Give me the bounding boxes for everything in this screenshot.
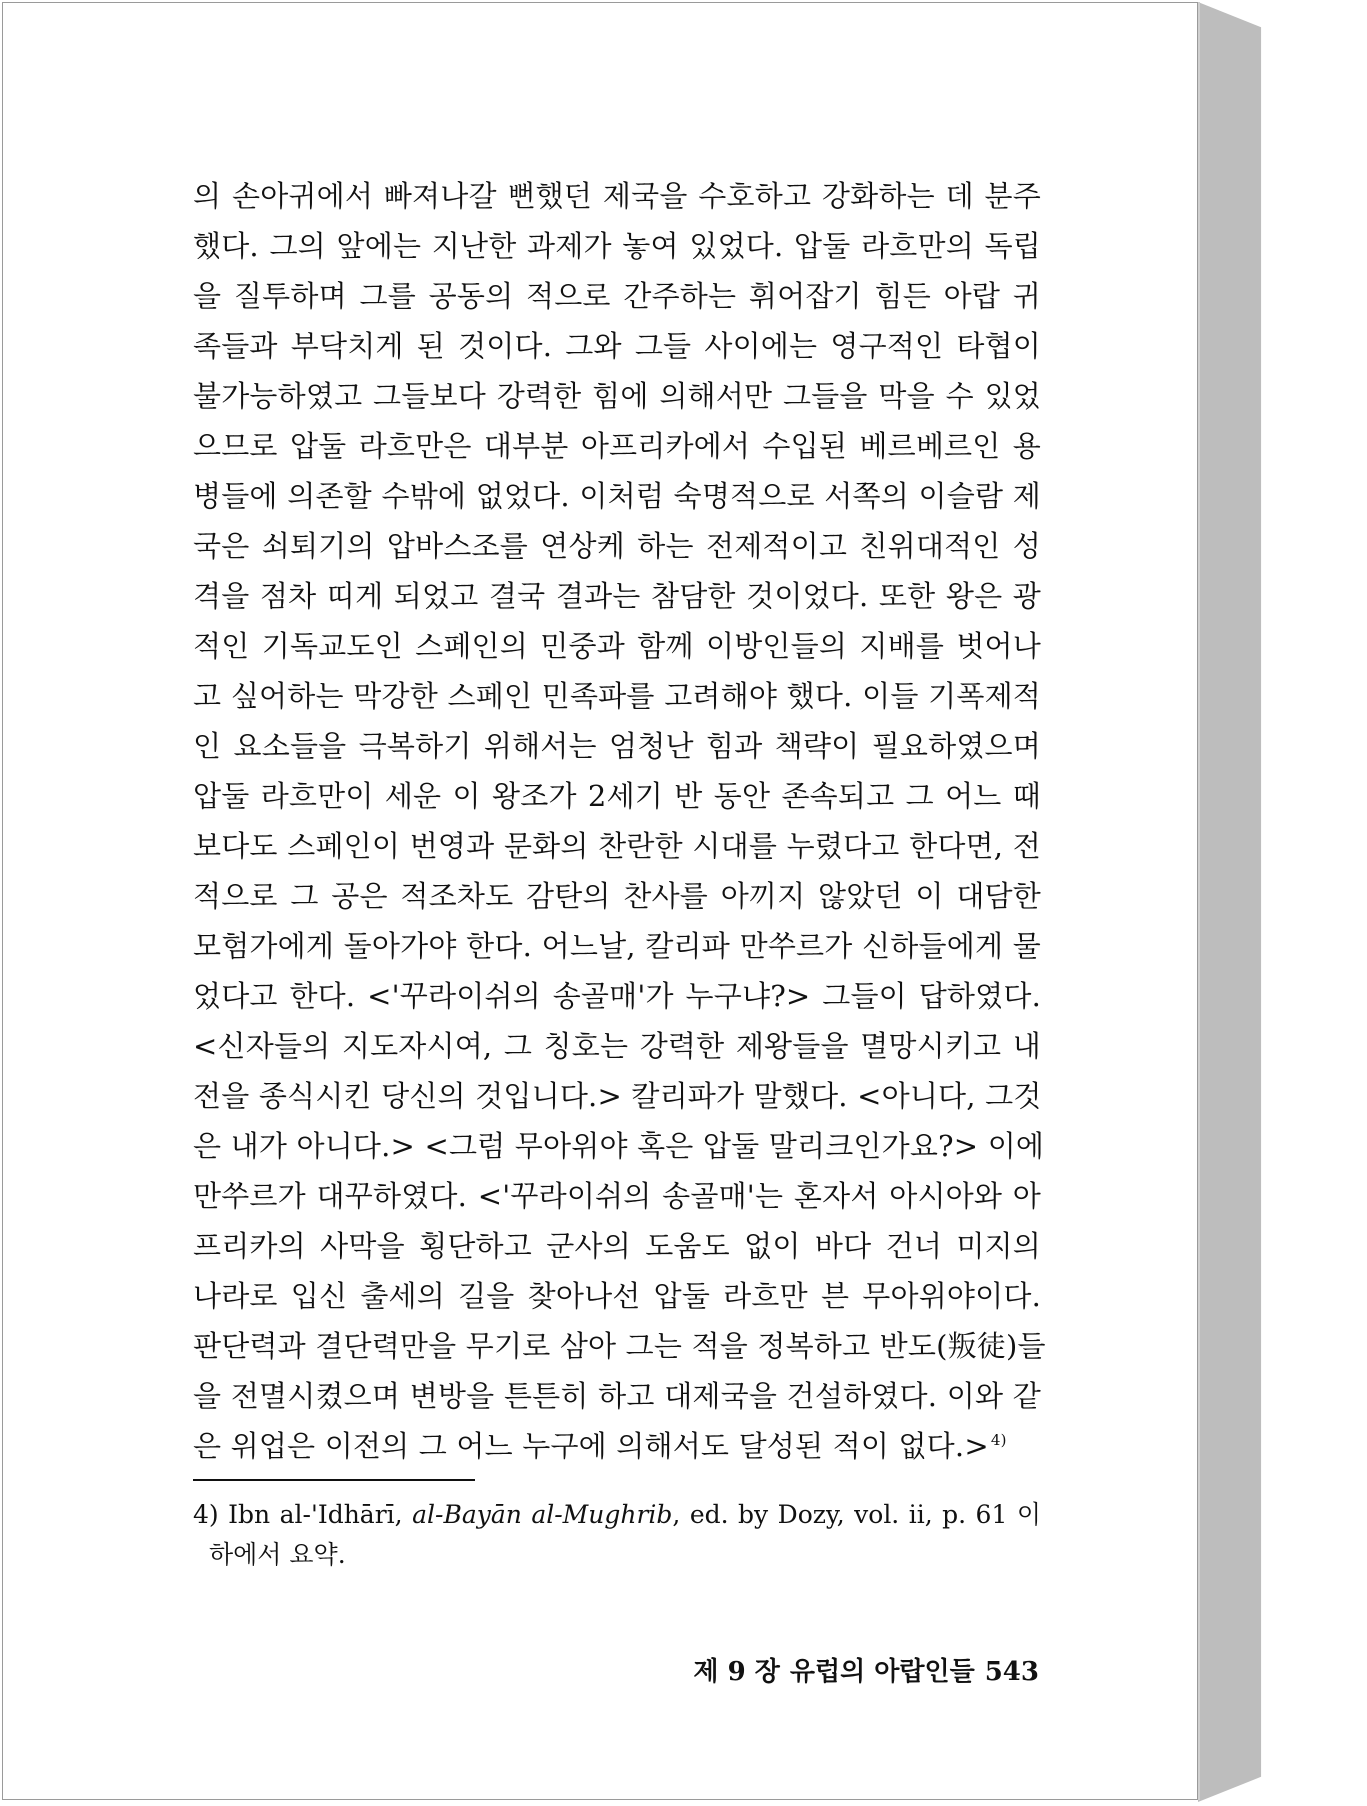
text-line: 적인 기독교도인 스페인의 민중과 함께 이방인들의 지배를 벗어나: [193, 629, 1041, 663]
text-line: 을 질투하며 그를 공동의 적으로 간주하는 휘어잡기 힘든 아랍 귀: [193, 279, 1041, 313]
text-line: 을 전멸시켰으며 변방을 튼튼히 하고 대제국을 건설하였다. 이와 같: [193, 1379, 1041, 1413]
chapter-title: 유럽의 아랍인들: [789, 1657, 975, 1687]
text-line: <신자들의 지도자시여, 그 칭호는 강력한 제왕들을 멸망시키고 내: [193, 1029, 1041, 1063]
footnote-title: al-Bayān al-Mughrib: [412, 1500, 673, 1529]
footnote-continuation: 하에서 요약.: [209, 1540, 346, 1569]
text-line: 나라로 입신 출세의 길을 찾아나선 압둘 라흐만 븐 무아위야이다.: [193, 1279, 1041, 1313]
page-number: 543: [984, 1657, 1039, 1687]
footnote-divider: [193, 1479, 475, 1481]
text-line: 전을 종식시킨 당신의 것입니다.> 칼리파가 말했다. <아니다, 그것: [193, 1079, 1042, 1113]
text-line: 만쑤르가 대꾸하였다. <'꾸라이쉬의 송골매'는 혼자서 아시아와 아: [193, 1179, 1041, 1213]
text-line: 인 요소들을 극복하기 위해서는 엄청난 힘과 책략이 필요하였으며: [193, 729, 1041, 763]
text-line: 은 내가 아니다.> <그럼 무아위야 혹은 압둘 말리크인가요?> 이에: [193, 1129, 1045, 1163]
text-line: 프리카의 사막을 횡단하고 군사의 도움도 없이 바다 건너 미지의: [193, 1229, 1041, 1263]
text-line: 병들에 의존할 수밖에 없었다. 이처럼 숙명적으로 서쪽의 이슬람 제: [193, 479, 1041, 513]
footnote: [193, 1495, 1041, 1575]
page-stack-edge: [1198, 2, 1364, 1802]
text-line: 압둘 라흐만이 세운 이 왕조가 2세기 반 동안 존속되고 그 어느 때: [193, 779, 1041, 813]
text-line: 었다고 한다. <'꾸라이쉬의 송골매'가 누구냐?> 그들이 답하였다.: [193, 979, 1041, 1013]
text-line: 적으로 그 공은 적조차도 감탄의 찬사를 아끼지 않았던 이 대담한: [193, 879, 1041, 913]
footnote-line: [193, 1495, 1041, 1535]
text-line: 격을 점차 띠게 되었고 결국 결과는 참담한 것이었다. 또한 왕은 광: [193, 579, 1041, 613]
running-footer: [683, 1651, 1039, 1688]
footnote-number: 4): [193, 1500, 219, 1529]
text-line: 고 싶어하는 막강한 스페인 민족파를 고려해야 했다. 이들 기폭제적: [193, 679, 1041, 713]
text-line: 족들과 부닥치게 된 것이다. 그와 그들 사이에는 영구적인 타협이: [193, 329, 1041, 363]
text-line: 판단력과 결단력만을 무기로 삼아 그는 적을 정복하고 반도(叛徒)들: [193, 1329, 1046, 1363]
chapter-number: 제 9 장: [693, 1657, 780, 1687]
text-line: 했다. 그의 앞에는 지난한 과제가 놓여 있었다. 압둘 라흐만의 독립: [193, 229, 1041, 263]
text-line: 으므로 압둘 라흐만은 대부분 아프리카에서 수입된 베르베르인 용: [193, 429, 1041, 463]
book-page: [2, 2, 1198, 1800]
text-line: 국은 쇠퇴기의 압바스조를 연상케 하는 전제적이고 친위대적인 성: [193, 529, 1041, 563]
text-line: 의 손아귀에서 빠져나갈 뻔했던 제국을 수호하고 강화하는 데 분주: [193, 179, 1041, 213]
footnote-details: , ed. by Dozy, vol. ii, p. 61 이: [672, 1500, 1041, 1529]
book: [2, 2, 1364, 1802]
text-line: 불가능하였고 그들보다 강력한 힘에 의해서만 그들을 막을 수 있었: [193, 379, 1041, 413]
text-line: 모험가에게 돌아가야 한다. 어느날, 칼리파 만쑤르가 신하들에게 물: [193, 929, 1041, 963]
body-text: [193, 171, 1046, 1471]
text-line-last: [193, 1421, 1041, 1471]
text-line: 보다도 스페인이 번영과 문화의 찬란한 시대를 누렸다고 한다면, 전: [193, 829, 1041, 863]
footnote-reference[interactable]: 4): [990, 1431, 1007, 1450]
text-line-content: 은 위업은 이전의 그 어느 누구에 의해서도 달성된 적이 없다.>: [193, 1429, 989, 1463]
footnote-author: Ibn al-'Idhārī,: [228, 1500, 403, 1529]
